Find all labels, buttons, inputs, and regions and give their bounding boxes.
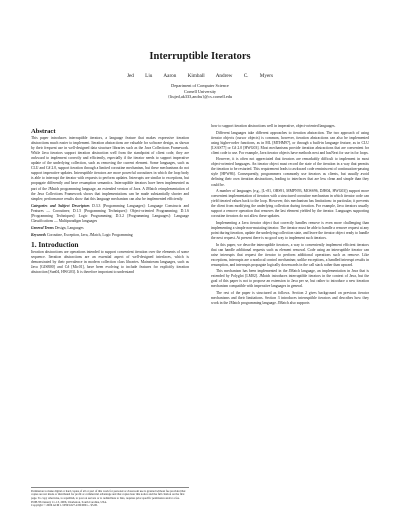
- right-column: [211, 124, 369, 308]
- copyright-line: Copyright © 2006 ACM 1-59593-027-2/06/0001... $5.00.: [31, 503, 98, 508]
- keywords-label: Keywords: [31, 232, 46, 237]
- introduction-heading: 1. Introduction: [31, 239, 79, 249]
- author-name: Andrew C. Myers: [215, 73, 274, 79]
- paragraph: In this paper, we describe interruptible iterators, a way to conveniently implement efficient iterators that can handle additional requests such as element removal. Code using an interruptible iterator can raise interrupts that request the iterator to perform additional operations such as remove. Like exceptions, interrupts are a nonlocal control mechanism; unlike exceptions, a handled interrupt results in resumption, and interrupts propagate logically downwards in the call stack rather than upward.: [211, 242, 369, 267]
- permission-notice: Permission to make digital or hard copies of all or part of this work for personal or classroom use is granted without fee provided that copies are not made or distributed for profit or commercial advantage and that copies bear this notice and the full citation on the first page. To copy otherwise, to republish, to post on servers or to redistribute to lists, requires prior specific permission and/or a fee.: [31, 488, 186, 500]
- conference-line: POPL'06 January 11–13, 2006, Charleston, South Carolina, USA.: [31, 499, 108, 504]
- affiliation: [0, 83, 400, 100]
- keywords-text: Coroutine, Exception, Java, JMatch, Logic Programming: [46, 232, 133, 237]
- paper-title: Interruptible Iterators: [149, 51, 251, 62]
- introduction-body: Iteration abstractions are operations intended to support convenient iteration over the elements of some sequence. Iteration abstractions are an essential aspect of well-designed interfaces, which is demonstrated by their prevalence in modern collection class libraries. Mainstream languages, such as Java [GJSB00] and C# [Mic01], have been evolving to include features for explicitly iteration abstraction [Sun04, HWG03]. It is therefore important to understand: [31, 249, 189, 275]
- general-terms-label: General Terms: [31, 225, 54, 230]
- paragraph: This mechanism has been implemented in the JMatch language, an implementation in Java that is extended by Polyglot [LM02]. JMatch introduces interruptible iterators in the context of Java, but the goal of this paper is not to propose an extension to Java per se, but rather to introduce a new iteration mechanism compatible with imperative languages in general.: [211, 269, 369, 289]
- author-name: Aaron Kimball: [163, 73, 205, 79]
- affiliation-email: {liujed,ak333,andru}@cs.cornell.edu: [167, 94, 233, 100]
- abstract-body: This paper introduces interruptible iterators, a language feature that makes expressive iteration abstractions much easier to implement. Iteration abstractions are valuable for software design, as shown by their frequent use in well-designed data structure libraries such as the Java Collections Framework. While Java iterators support iteration abstraction well from the standpoint of client code, they are awkward to implement correctly and efficiently, especially if the iterator needs to support imperative update of the underlying collection, such as removing the current element. Some languages, such as CLU and C# 2.0, support iteration through a limited coroutine mechanism, but these mechanisms do not support imperative updates. Interruptible iterators are more powerful coroutines in which the loop body is able to interrupt the iterator with requests to perform updates. Interrupts are similar to exceptions, but propagate differently and have resumption semantics. Interruptible iterators have been implemented as part of the JMatch programming language, an extended version of Java. A JMatch reimplementation of the Java Collections Framework shows that implementations can be made substantially shorter and simpler; performance results show that this language mechanism can also be implemented efficiently.: [31, 136, 189, 201]
- paragraph: A number of languages (e.g., [L+81, ORS91, MMPN93, MOSS96, DJH04, HWG03]) support more convenient implementation of iterators with a structured coroutine mechanism in which iterator code can yield iterated values back to the loop. However, this mechanism has limitations: in particular, it prevents the client from modifying the underlying collection during iteration. For example, Java iterators usually support a remove operation that removes the last element yielded by the iterator. Languages supporting coroutine iterators do not allow these updates.: [211, 189, 369, 219]
- paragraph: Different languages take different approaches to iteration abstraction. The two approach of using iterator objects (cursor objects) is common, however, iteration abstractions can also be implemented using higher-order functions, as in ML [MTHM97], or through a built-in language feature, as in CLU [LSAS77] or C# 2.0 [HWG03]. Most mechanisms provide iteration abstractions that are convenient for client code to use. For example, Java iterator objects have methods next and hasNext for use in for loops.: [211, 130, 369, 155]
- keywords: [31, 233, 189, 238]
- affiliation-university: Cornell University: [183, 88, 217, 94]
- paragraph: The rest of the paper is structured as follows. Section 2 gives background on previous iterator mechanisms and their limitations. Section 3 introduces interruptible iterators and describes how they work in the JMatch programming language. JMatch also supports: [211, 290, 369, 306]
- categories: [31, 204, 189, 224]
- paragraph: Implementing a Java iterator object that correctly handles remove is even more challenging than implementing a simple non-mutating iterator. The iterator must be able to handle a remove request at any point during iteration, update the underlying collection state, and leave the iterator object ready to handle the next request. At present there is no good way to implement such iterators.: [211, 220, 369, 240]
- paragraph: how to support iteration abstractions well in imperative, object-oriented languages.: [211, 124, 336, 128]
- copyright-footnote: [31, 487, 189, 508]
- author-list: [0, 73, 400, 79]
- paragraph: However, it is often not appreciated that iterators are remarkably difficult to implement in most object-oriented languages. An iterator object must record the state of the iteration in a way that permits the iteration to be restarted. This requirement leads to awkward code reminiscent of continuation-passing style [HFW86]. Consequently, programmers commonly use iterators as clients, but usually avoid defining their own iteration abstractions, leading to interfaces that are less clean and simple than they could be.: [211, 157, 369, 187]
- general-terms-text: Design, Languages: [54, 225, 84, 230]
- general-terms: [31, 226, 189, 231]
- categories-text: D.3.3 [Programming Languages]: Language Constructs and Features — Coroutines; D.1.5 [Programming Techniques]: Object-oriented Programming; D.1.6 [Programming Techniques]: Logic Programming; D.3.2 [Programming Languages]: Language Classifications — Multiparadigm languages: [31, 203, 190, 223]
- author-name: Jed Liu: [126, 73, 153, 79]
- left-column: [31, 128, 189, 277]
- affiliation-department: Department of Computer Science: [171, 83, 229, 88]
- abstract-heading: Abstract: [31, 128, 56, 135]
- categories-label: Categories and Subject Descriptors: [31, 203, 90, 208]
